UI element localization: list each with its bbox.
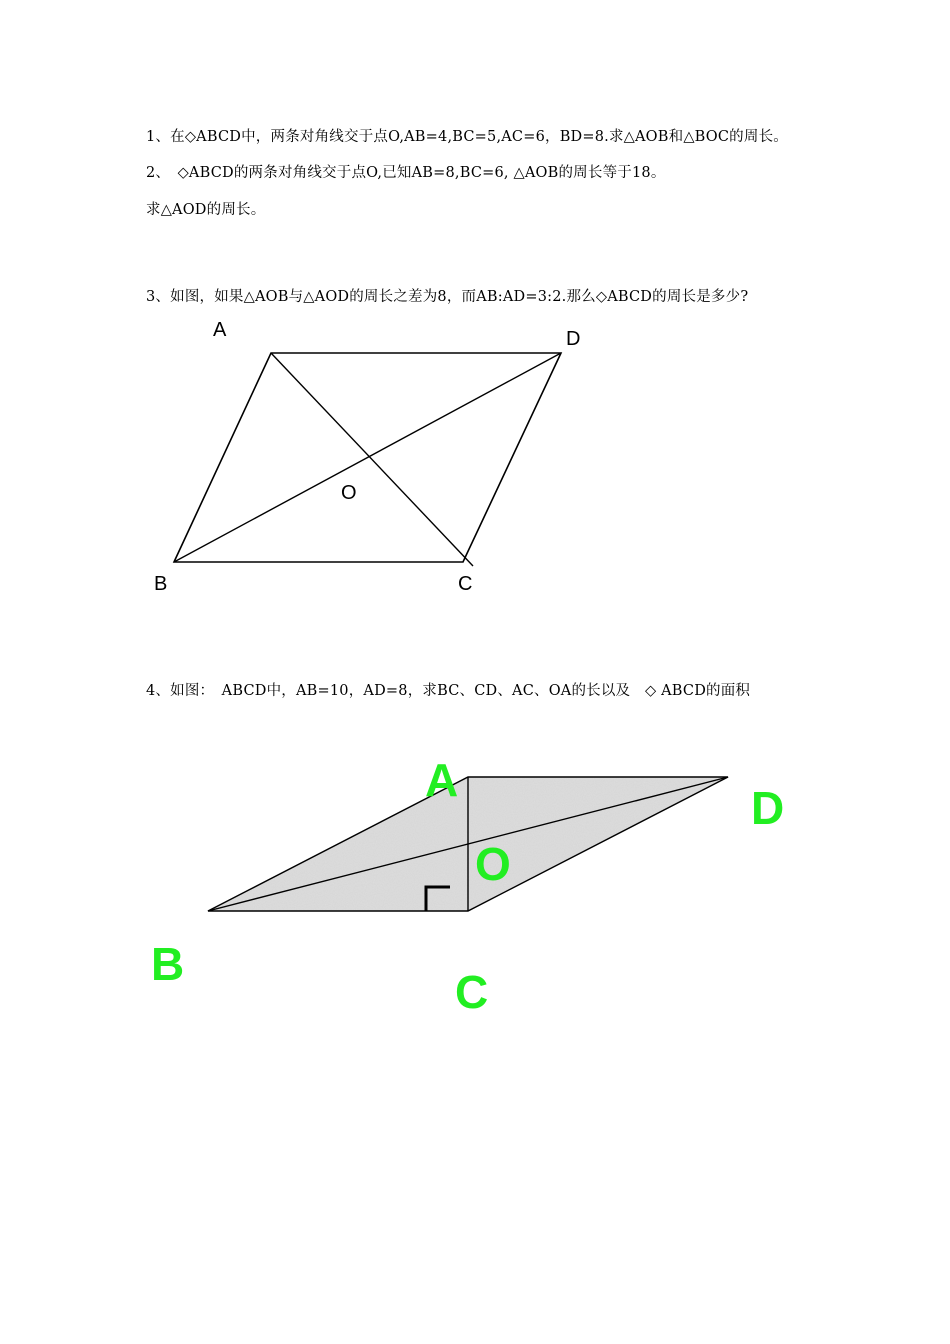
vertex-label-b-green: B — [151, 938, 185, 990]
question-2-line-2: 求△AOD的周长。 — [146, 202, 266, 218]
question-3: 3、如图，如果△AOB与△AOD的周长之差为8，而AB:AD=3:2.那么◇ABCD的周长是多少? — [146, 289, 749, 305]
parallelogram-figure-1 — [154, 319, 580, 595]
question-4: 4、如图： ABCD中，AB=10，AD=8，求BC、CD、AC、OA的长以及 ◇ ABCD的面积 — [146, 683, 751, 699]
question-1: 1、在◇ABCD中，两条对角线交于点O,AB=4,BC=5,AC=6，BD=8.求△AOB和△BOC的周长。 — [146, 129, 788, 145]
parallelogram-figure-2 — [151, 754, 784, 1018]
center-label-o-green: O — [475, 838, 511, 890]
diagonal-ac-1 — [271, 353, 473, 566]
vertex-label-d-green: D — [751, 782, 785, 834]
diagonal-bd-1 — [174, 353, 561, 562]
center-label-o: O — [341, 482, 357, 504]
vertex-label-c: C — [458, 573, 473, 595]
vertex-label-c-green: C — [455, 966, 489, 1018]
vertex-label-b: B — [154, 573, 168, 595]
vertex-label-d: D — [566, 328, 581, 350]
vertex-label-a: A — [213, 319, 227, 341]
question-2-line-1: 2、 ◇ABCD的两条对角线交于点O,已知AB=8,BC=6, △AOB的周长等于18。 — [146, 165, 666, 181]
vertex-label-a-green: A — [425, 754, 459, 806]
